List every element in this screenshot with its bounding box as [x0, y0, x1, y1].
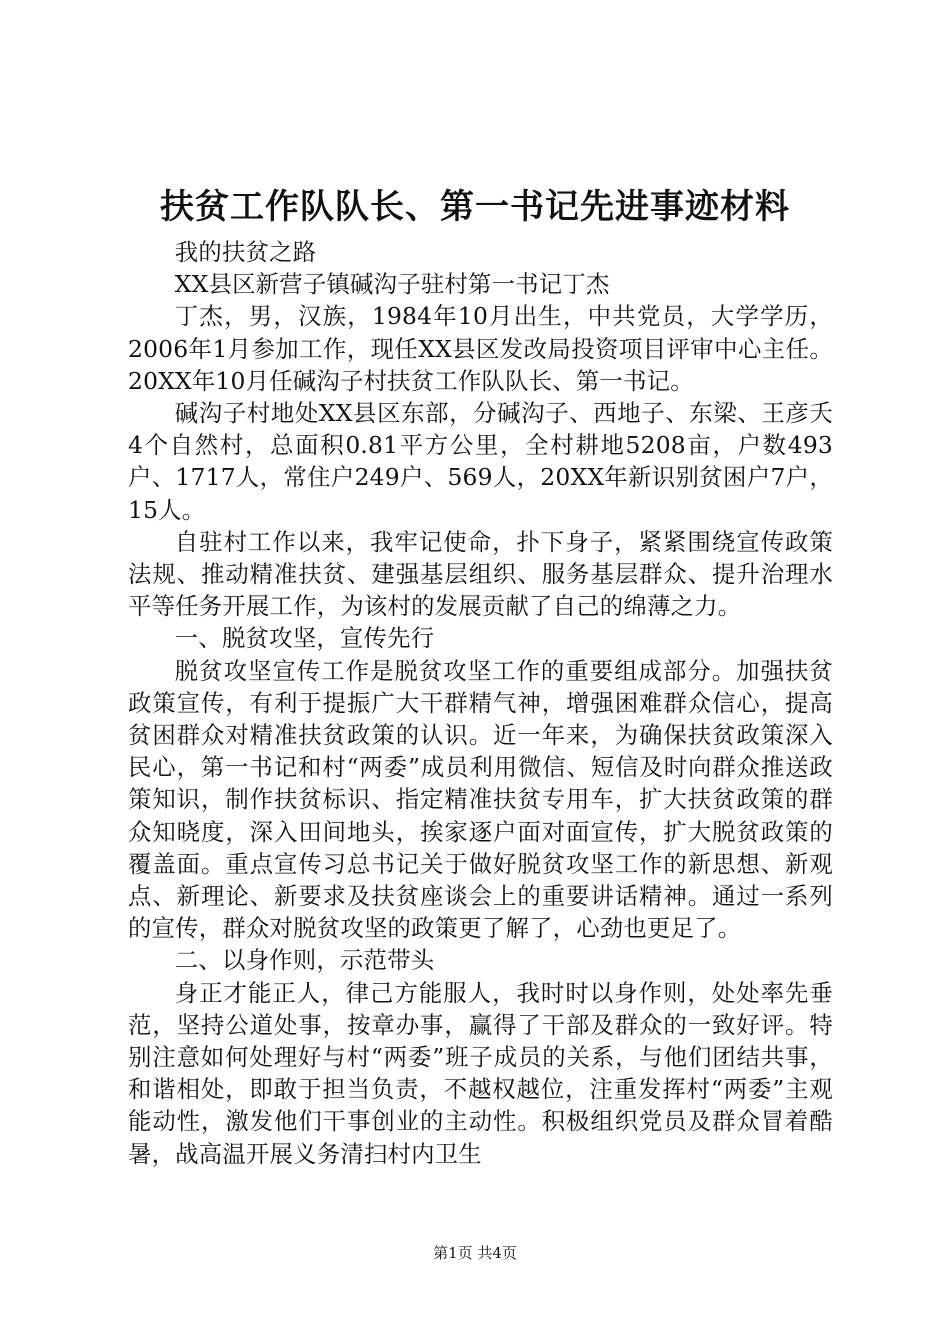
- body-paragraph: 身正才能正人，律己方能服人，我时时以身作则，处处率先垂范，坚持公道处事，按章办事，赢得了干部及群众的一致好评。特别注意如何处理好与村“两委”班子成员的关系，与他们团结共事，和谐相处，即敢于担当负责，不越权越位，注重发挥村“两委”主观能动性，激发他们干事创业的主动性。积极组织党员及群众冒着酷暑，战高温开展义务清扫村内卫生: [128, 978, 833, 1168]
- author-line-paragraph: XX县区新营子镇碱沟子驻村第一书记丁杰: [174, 270, 610, 299]
- subtitle-paragraph: 我的扶贫之路: [174, 238, 317, 266]
- body-paragraph: 丁杰，男，汉族，1984年10月出生，中共党员，大学学历，2006年1月参加工作，现任XX县区发改局投资项目评审中心主任。20XX年10月任碱沟子村扶贫工作队队长、第一书记。: [128, 302, 833, 395]
- body-paragraph: 自驻村工作以来，我牢记使命，扑下身子，紧紧围绕宣传政策法规、推动精准扶贫、建强基层组织、服务基层群众、提升治理水平等任务开展工作，为该村的发展贡献了自己的绵薄之力。: [128, 527, 833, 621]
- document-body: [128, 236, 833, 1170]
- section-heading: 一、脱贫攻坚，宣传先行: [174, 624, 435, 653]
- body-paragraph: 脱贫攻坚宣传工作是脱贫攻坚工作的重要组成部分。加强扶贫政策宣传，有利于提振广大干群精气神，增强困难群众信心，提高贫困群众对精准扶贫政策的认识。近一年来，为确保扶贫政策深入民心，第一书记和村“两委”成员利用微信、短信及时向群众推送政策知识，制作扶贫标识、指定精准扶贫专用车，扩大扶贫政策的群众知晓度，深入田间地头，挨家逐户面对面宣传，扩大脱贫政策的覆盖面。重点宣传习总书记关于做好脱贫攻坚工作的新思想、新观点、新理论、新要求及扶贫座谈会上的重要讲话精神。通过一系列的宣传，群众对脱贫攻坚的政策更了解了，心劲也更足了。: [128, 656, 833, 943]
- body-paragraph: 碱沟子村地处XX县区东部，分碱沟子、西地子、东梁、王彦夭4个自然村，总面积0.81平方公里，全村耕地5208亩，户数493户、1717人，常住户249户、569人，20XX年新识别贫困户7户，15人。: [128, 399, 833, 524]
- section-heading: 二、以身作则，示范带头: [174, 946, 435, 975]
- page-number-footer: 第1页 共4页: [433, 1244, 517, 1262]
- document-title: 扶贫工作队队长、第一书记先进事迹材料: [160, 187, 790, 227]
